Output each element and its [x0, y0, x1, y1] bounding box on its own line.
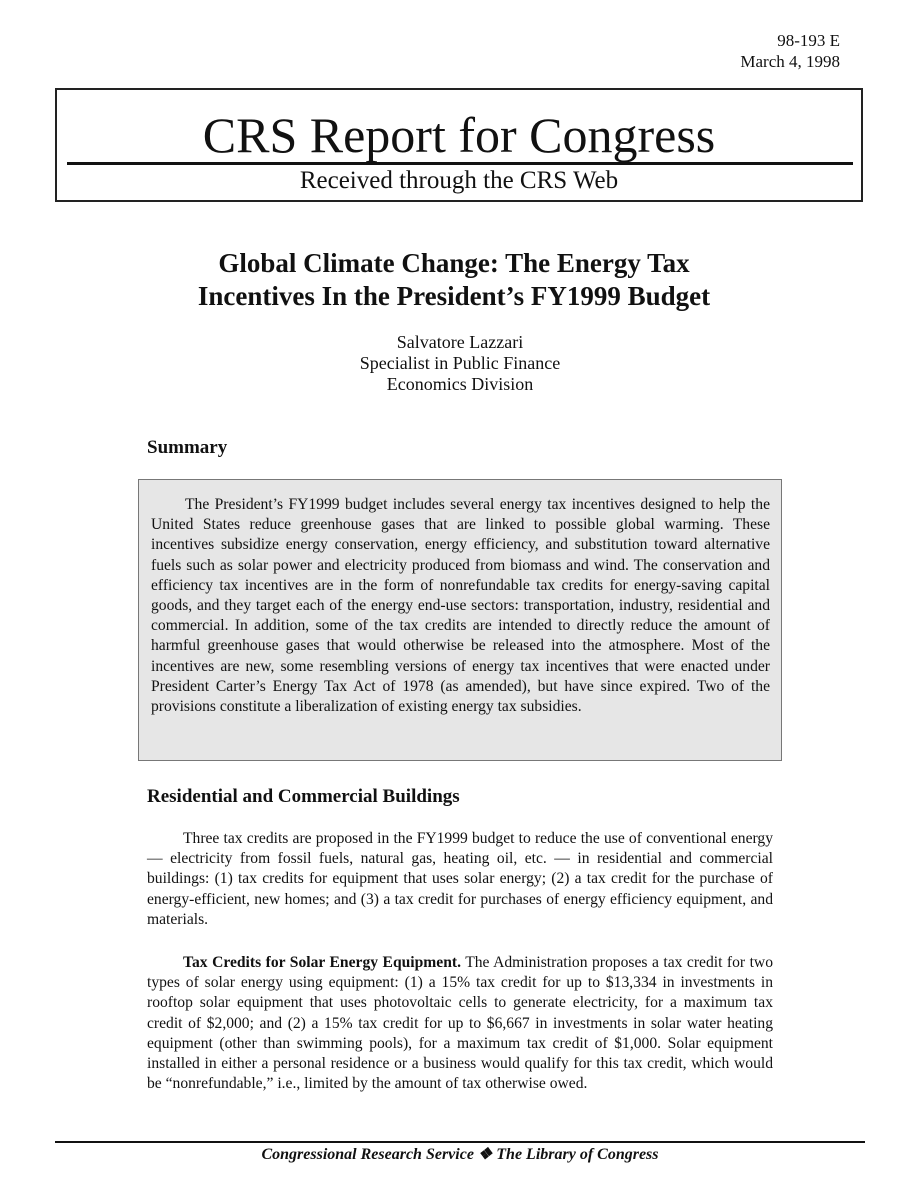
banner-subtitle: Received through the CRS Web: [299, 167, 619, 194]
document-title-line-2: Incentives In the President’s FY1999 Budget: [197, 281, 711, 311]
summary-text: The President’s FY1999 budget includes several energy tax incentives designed to help the United States reduce greenhouse gases that are linked to possible global warming. These incentives subsidize energy conservation, energy efficiency, and substitution toward alternative fuels such as solar power and electricity produced from biomass and wind. The conservation and efficiency tax incentives are in the form of nonrefundable tax credits for energy-saving capital goods, and they target each of the energy end-use sectors: transportation, industry, residential and commercial. In addition, some of the tax credits are intended to directly reduce the amount of harmful greenhouse gases that would otherwise be released into the atmosphere. Most of the incentives are new, some resembling versions of energy tax incentives that were enacted under President Carter’s Energy Tax Act of 1978 (as amended), but have since expired. Two of the provisions constitute a liberalization of existing energy tax subsidies.: [151, 496, 770, 716]
summary-box: [138, 479, 782, 761]
document-title-line-1: Global Climate Change: The Energy Tax: [218, 248, 690, 278]
author-block: [0, 332, 920, 395]
author-division: Economics Division: [386, 374, 534, 394]
section-paragraph-2: [147, 953, 773, 1094]
document-title: [0, 247, 920, 313]
footer-credit: Congressional Research Service ❖ The Library of Congress: [261, 1146, 659, 1163]
report-identifier: [740, 30, 840, 72]
report-date: March 4, 1998: [740, 52, 840, 71]
section-paragraph-1: Three tax credits are proposed in the FY1999 budget to reduce the use of conventional energy — electricity from fossil fuels, natural gas, heating oil, etc. — in residential and commercial buildings: (1) tax credits for equipment that uses solar energy; (2) a tax credit for the purchase of energy-efficient, new homes; and (3) a tax credit for purchases of energy efficiency equipment, and materials.: [147, 830, 773, 928]
report-number: 98-193 E: [777, 31, 840, 50]
author-title: Specialist in Public Finance: [359, 353, 561, 373]
banner-title: CRS Report for Congress: [202, 107, 716, 163]
author-name: Salvatore Lazzari: [396, 332, 524, 352]
section-paragraph-1-block: [147, 829, 773, 930]
section-heading: Residential and Commercial Buildings: [147, 786, 460, 807]
section-paragraph-2-block: [147, 953, 773, 1094]
banner-divider: [67, 162, 853, 165]
crs-banner: [55, 88, 863, 202]
summary-heading: Summary: [147, 437, 228, 458]
paragraph-2-body: The Administration proposes a tax credit for two types of solar energy using equipment: (1) a 15% tax credit for up to $13,334 in investments in rooftop solar equipment that uses photovoltaic cells to generate electricity, for a maximum tax credit of $2,000; and (2) a 15% tax credit for up to $6,667 in investments in solar water heating equipment (other than swimming pools), for a maximum tax credit of $1,000. Solar equipment installed in either a personal residence or a business would qualify for this tax credit, which would be “nonrefundable,” i.e., limited by the amount of tax otherwise owed.: [147, 954, 773, 1093]
footer-divider: [55, 1141, 865, 1143]
paragraph-2-lead-in: Tax Credits for Solar Energy Equipment.: [183, 954, 461, 971]
